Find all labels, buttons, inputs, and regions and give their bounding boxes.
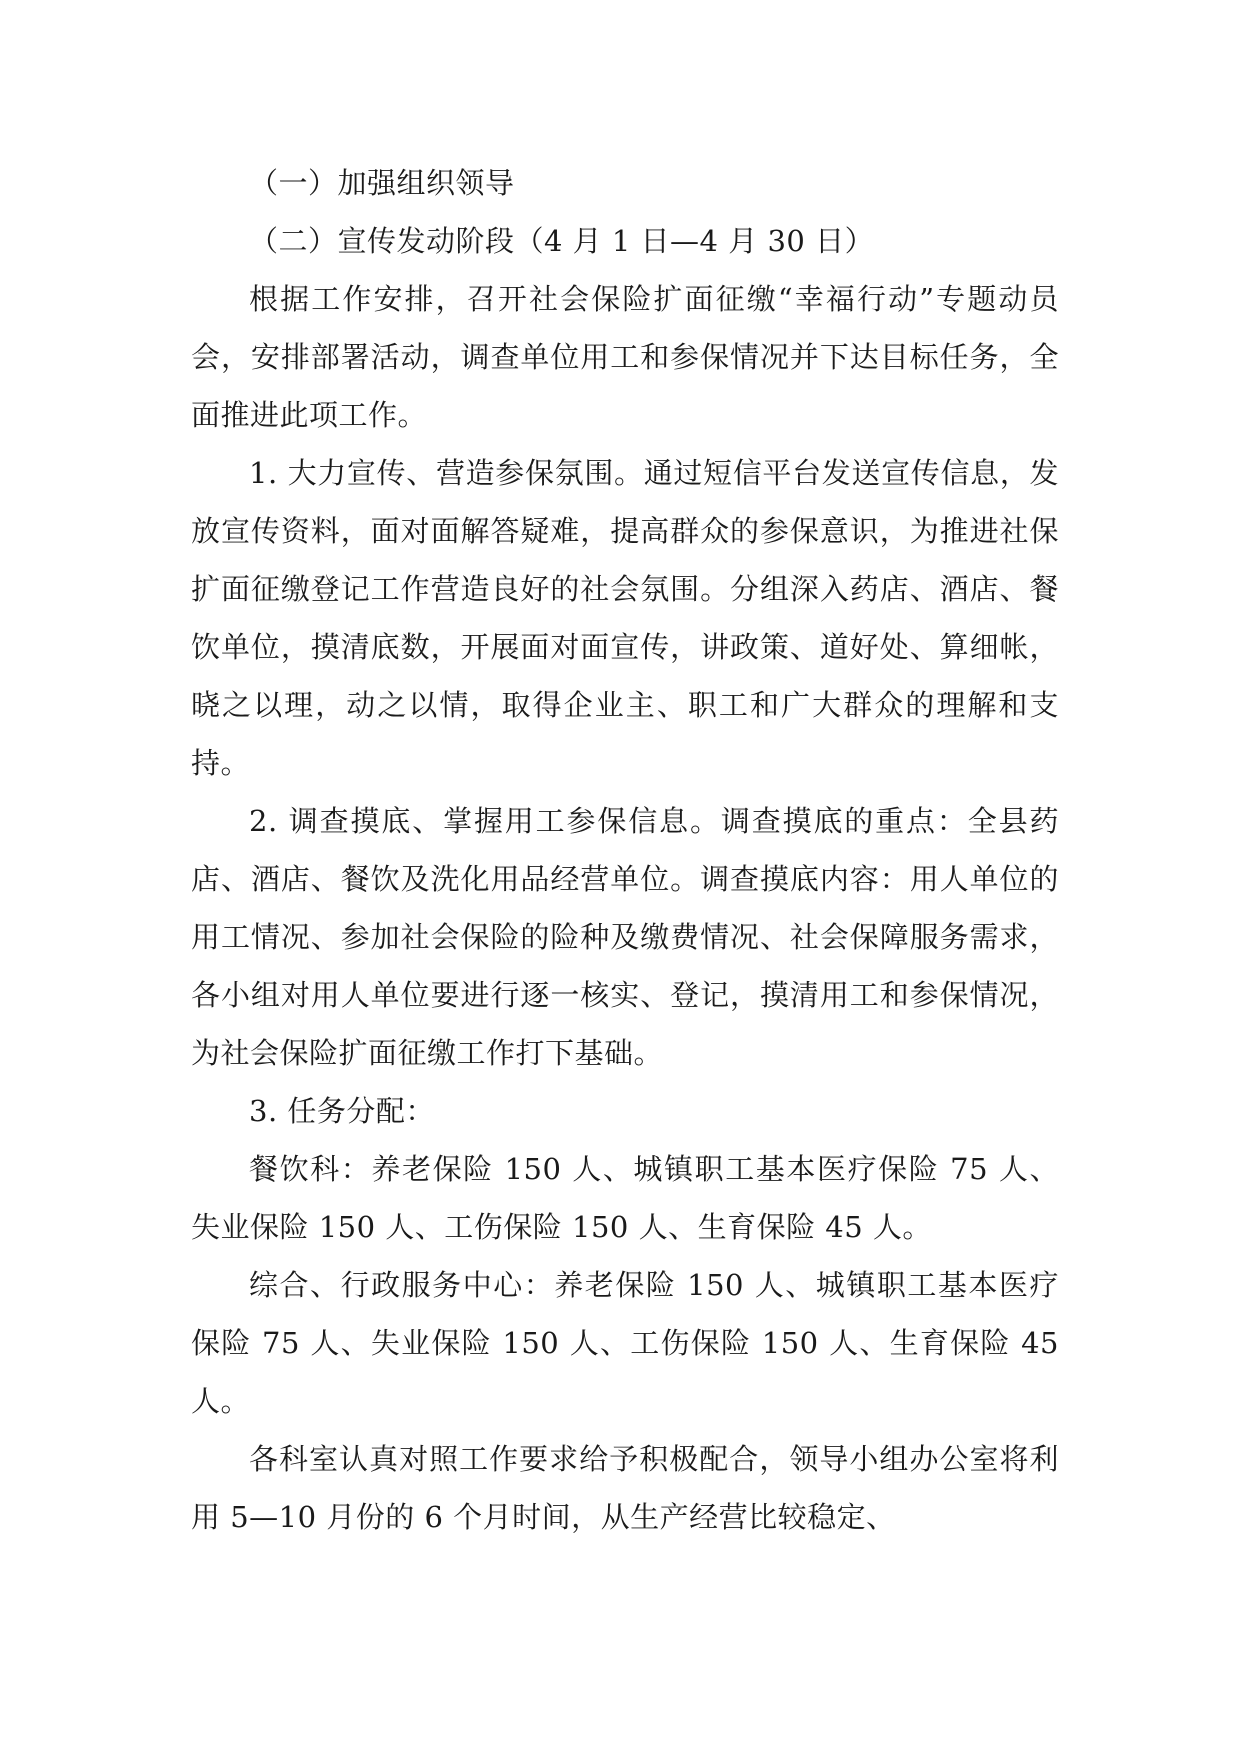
paragraph-publicity: 1. 大力宣传、营造参保氛围。通过短信平台发送宣传信息，发放宣传资料，面对面解答疑难，提高群众的参保意识，为推进社保扩面征缴登记工作营造良好的社会氛围。分组深入药店、酒店、餐饮单位，摸清底数，开展面对面宣传，讲政策、道好处、算细帐，晓之以理，动之以情，取得企业主、职工和广大群众的理解和支持。	[191, 456, 1059, 780]
paragraph-task-allocation: 3. 任务分配：	[249, 1094, 435, 1128]
document-body	[191, 154, 1059, 1546]
paragraph-admin-service-center: 综合、行政服务中心：养老保险 150 人、城镇职工基本医疗保险 75 人、失业保险 150 人、工伤保险 150 人、生育保险 45 人。	[191, 1268, 1059, 1418]
section-heading-2: （二）宣传发动阶段（4 月 1 日—4 月 30 日）	[249, 224, 875, 258]
paragraph-catering-section: 餐饮科：养老保险 150 人、城镇职工基本医疗保险 75 人、失业保险 150 人、工伤保险 150 人、生育保险 45 人。	[191, 1152, 1059, 1244]
paragraph-overview: 根据工作安排，召开社会保险扩面征缴“幸福行动”专题动员会，安排部署活动，调查单位用工和参保情况并下达目标任务，全面推进此项工作。	[191, 282, 1059, 432]
paragraph-cooperation: 各科室认真对照工作要求给予积极配合，领导小组办公室将利用 5—10 月份的 6 个月时间，从生产经营比较稳定、	[191, 1442, 1059, 1534]
paragraph-survey: 2. 调查摸底、掌握用工参保信息。调查摸底的重点：全县药店、酒店、餐饮及洗化用品经营单位。调查摸底内容：用人单位的用工情况、参加社会保险的险种及缴费情况、社会保障服务需求，各小组对用人单位要进行逐一核实、登记，摸清用工和参保情况，为社会保险扩面征缴工作打下基础。	[191, 804, 1059, 1070]
section-heading-1: （一）加强组织领导	[249, 166, 515, 200]
